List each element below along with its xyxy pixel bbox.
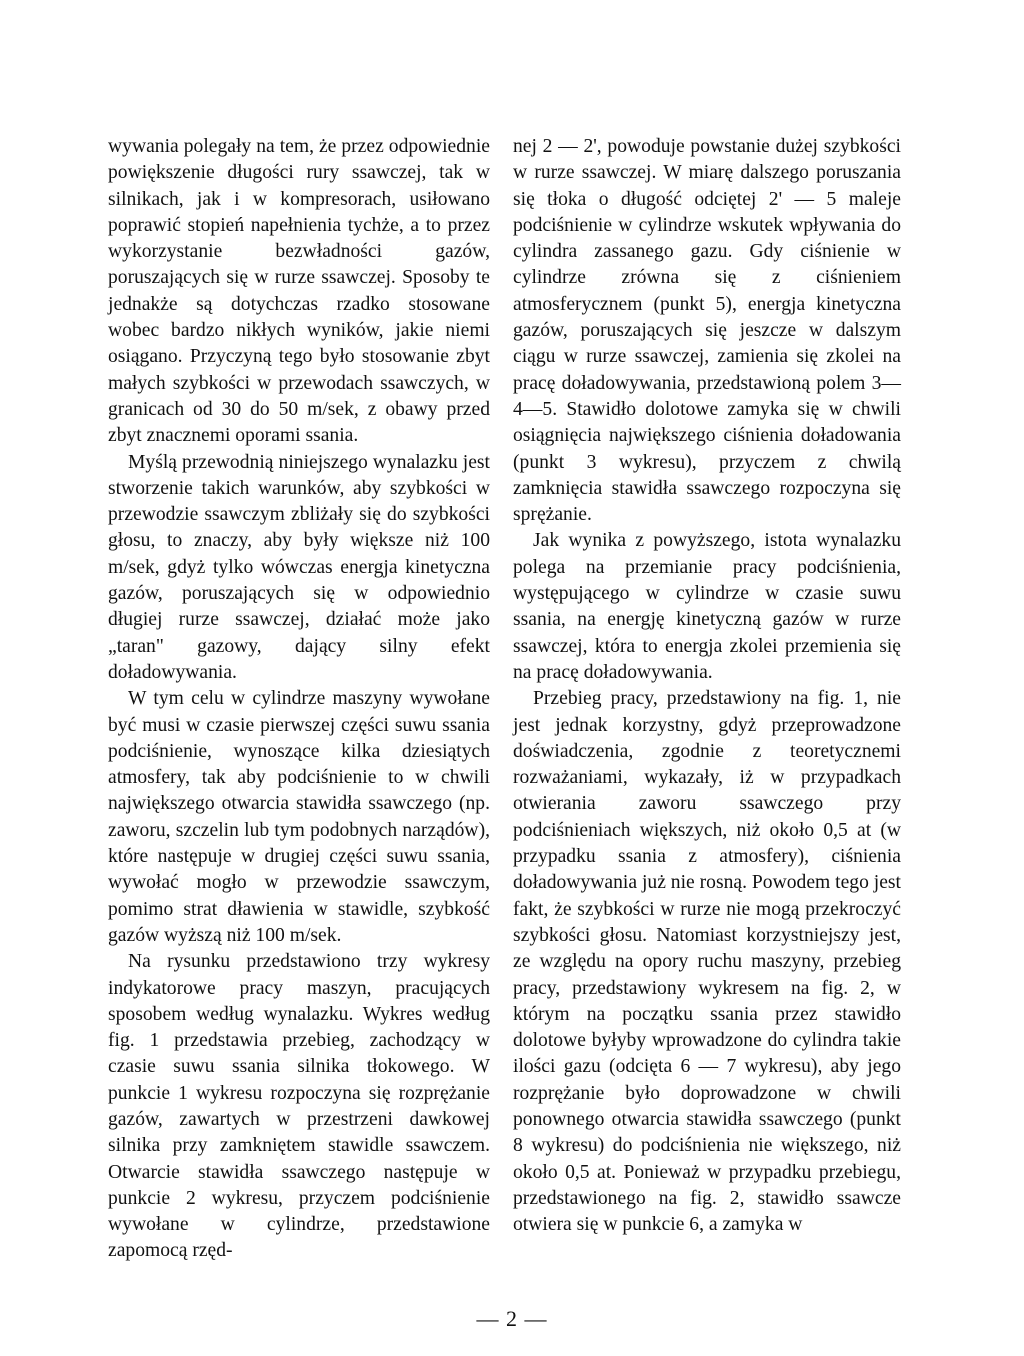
page-number: — 2 — (476, 1306, 548, 1331)
left-column (108, 134, 490, 1265)
right-paragraph-1: nej 2 — 2', powoduje powstanie dużej szybkości w rurze ssawczej. W miarę dalszego poruszania się tłoka o długość odciętej 2' — 5 maleje podciśnienie w cylindrze wskutek wpływania do cylindra zassanego gazu. Gdy ciśnienie w cylindrze zrówna się z ciśnieniem atmosferycznem (punkt 5), energja kinetyczna gazów, poruszających się jeszcze w dalszym ciągu w rurze ssawczej, zamienia się zkolei na pracę doładowywania, przedstawioną polem 3—4—5. Stawidło dolotowe zamyka się w chwili osiągnięcia największego ciśnienia doładowania (punkt 3 wykresu), przyczem z chwilą zamknięcia stawidła ssawczego rozpoczyna się sprężanie. (513, 136, 901, 526)
left-paragraph-2: Myślą przewodnią niniejszego wynalazku jest stworzenie takich warunków, aby szybkości w przewodzie ssawczym zbliżały się do szybkości głosu, to znaczy, aby były większe niż 100 m/sek, gdyż tylko wówczas energja kinetyczna gazów, poruszających się w odpowiednio długiej rurze ssawczej, działać może jako „taran" gazowy, dający silny efekt doładowywania. (108, 451, 490, 683)
right-column (513, 134, 901, 1238)
left-paragraph-3: W tym celu w cylindrze maszyny wywołane być musi w czasie pierwszej części suwu ssania podciśnienie, wynoszące kilka dziesiątych atmosfery, tak aby podciśnienie to w chwili największego otwarcia stawidła ssawczego (np. zaworu, szczelin lub tym podobnych narządów), które następuje w drugiej części suwu ssania, wywołać mogło w przewodzie ssawczym, pomimo strat dławienia w stawidle, szybkość gazów wyższą niż 100 m/sek. (108, 688, 490, 946)
left-paragraph-4: Na rysunku przedstawiono trzy wykresy indykatorowe pracy maszyn, pracujących sposobem według wynalazku. Wykres według fig. 1 przedstawia przebieg, zachodzący w czasie suwu ssania silnika tłokowego. W punkcie 1 wykresu rozpoczyna się rozprężanie gazów, zawartych w przestrzeni dawkowej silnika przy zamkniętem stawidle ssawczem. Otwarcie stawidła ssawczego następuje w punkcie 2 wykresu, przyczem podciśnienie wywołane w cylindrze, przedstawione zapomocą rzęd- (108, 951, 490, 1262)
right-paragraph-3: Przebieg pracy, przedstawiony na fig. 1, nie jest jednak korzystny, gdyż przeprowadzone doświadczenia, zgodnie z teoretycznemi rozważaniami, wykazały, iż w przypadkach otwierania zaworu ssawczego przy podciśnieniach większych, niż około 0,5 at (w przypadku ssania z atmosfery), ciśnienia doładowywania już nie rosną. Powodem tego jest fakt, że szybkości w rurze nie mogą przekroczyć szybkości głosu. Natomiast korzystniejszy jest, ze względu na opory ruchu maszyny, przebieg pracy, przedstawiony wykresem na fig. 2, w którym na początku ssania przez stawidło dolotowe byłyby wprowadzone do cylindra takie ilości gazu (odcięta 6 — 7 wykresu), aby jego rozprężanie było doprowadzone w chwili ponownego otwarcia stawidła ssawczego (punkt 8 wykresu) do podciśnienia nie większego, niż około 0,5 at. Ponieważ w przypadku przebiegu, przedstawionego na fig. 2, stawidło ssawcze otwiera się w punkcie 6, a zamyka w (513, 688, 901, 1236)
left-paragraph-1: wywania polegały na tem, że przez odpowiednie powiększenie długości rury ssawczej, tak w silnikach, jak i w kompresorach, usiłowano poprawić stopień napełnienia tychże, a to przez wykorzystanie bezwładności gazów, poruszających się w rurze ssawczej. Sposoby te jednakże są dotychczas rzadko stosowane wobec bardzo nikłych wyników, jakie niemi osiągano. Przyczyną tego było stosowanie zbyt małych szybkości w przewodach ssawczych, w granicach od 30 do 50 m/sek, z obawy przed zbyt znacznemi oporami ssania. (108, 136, 490, 447)
right-paragraph-2: Jak wynika z powyższego, istota wynalazku polega na przemianie pracy podciśnienia, występującego w cylindrze w czasie suwu ssania, na energję kinetyczną gazów w rurze ssawczej, która to energja zkolei przemienia się na pracę doładowywania. (513, 530, 901, 683)
